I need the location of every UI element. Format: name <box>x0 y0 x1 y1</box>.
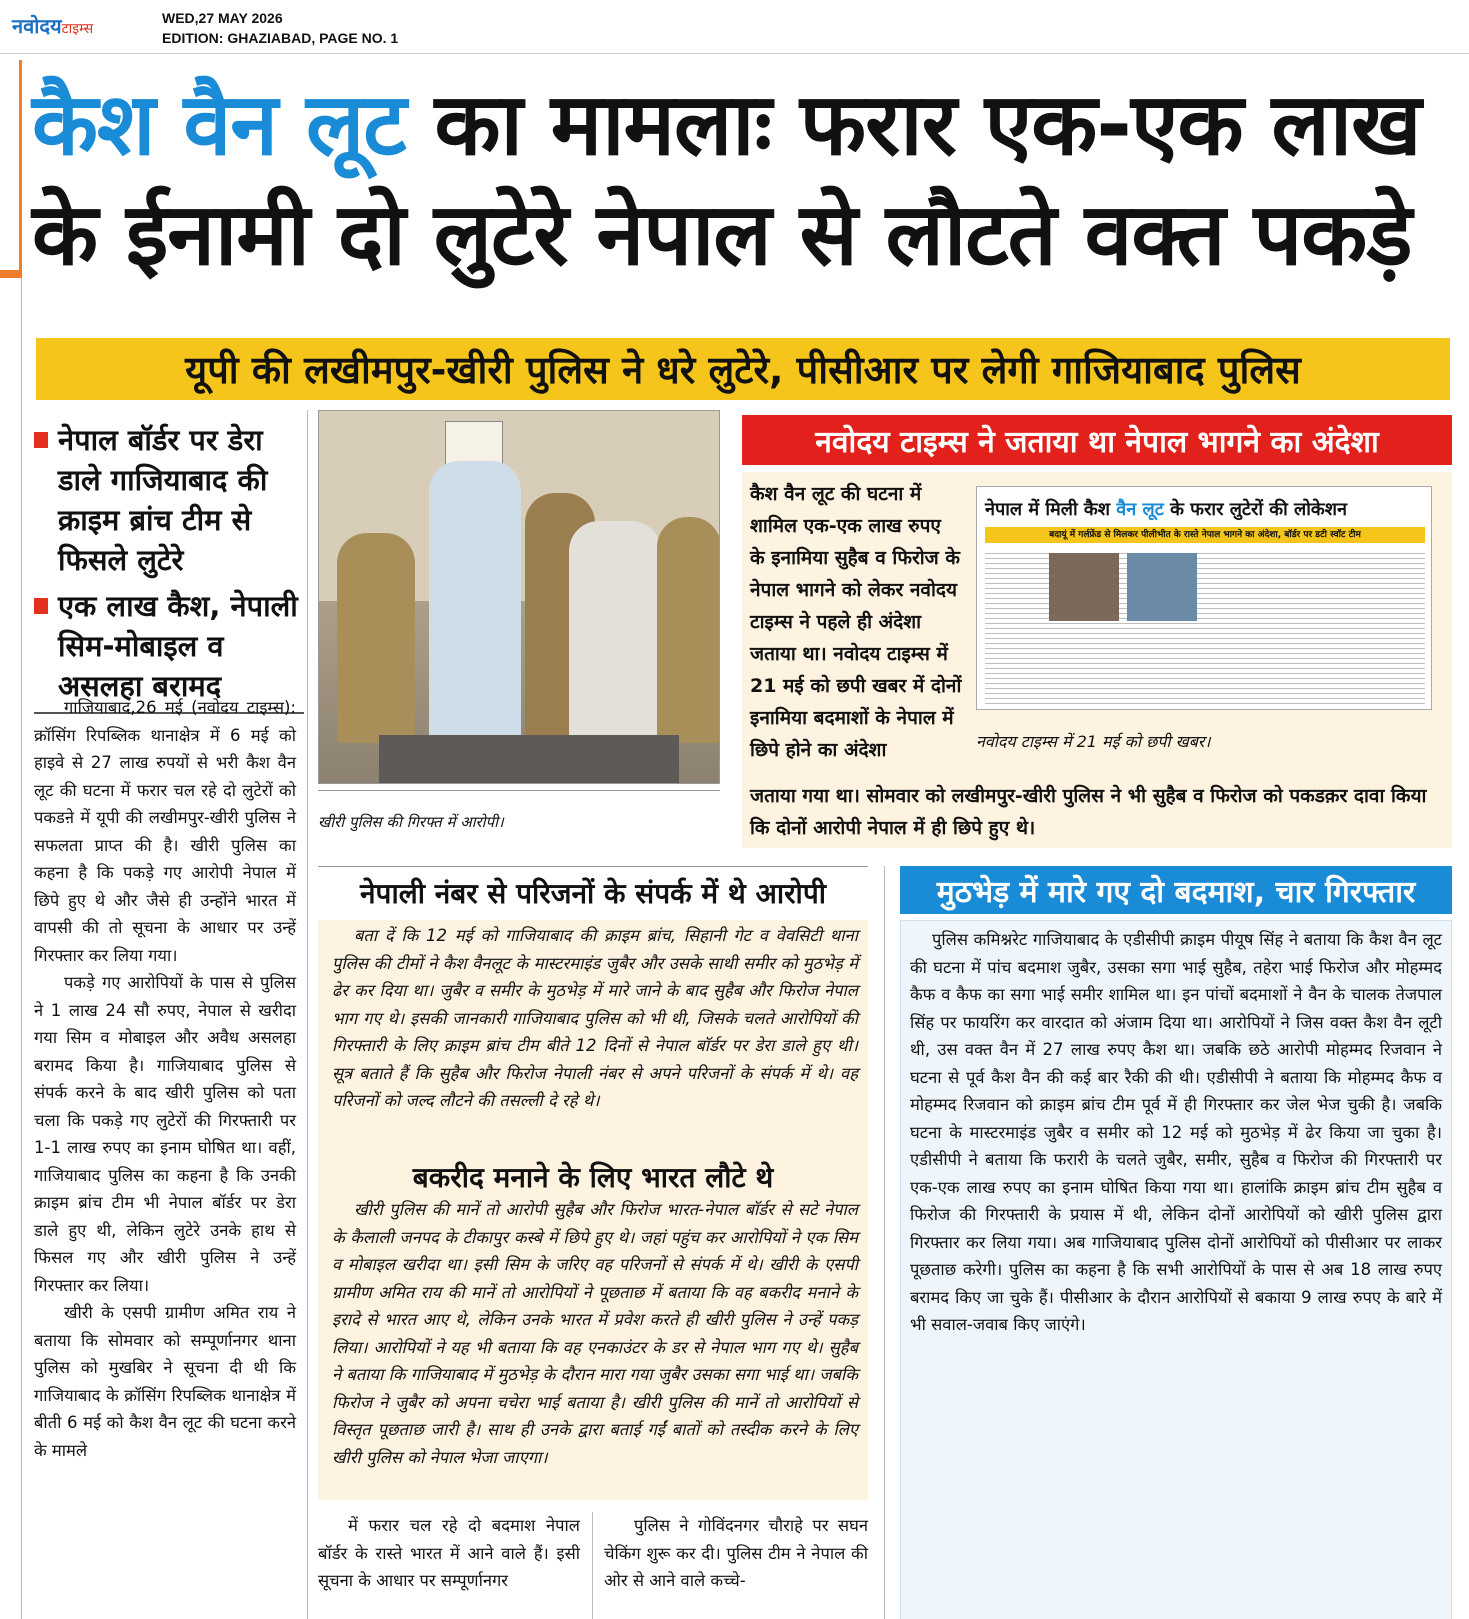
edge-accent <box>0 60 22 275</box>
bullet-item <box>34 586 304 706</box>
column-divider <box>307 410 308 1619</box>
sidebar-red-title: नवोदय टाइम्स ने जताया था नेपाल भागने का अंदेशा <box>815 424 1379 460</box>
story-continuation <box>318 1512 580 1595</box>
newspaper-logo[interactable] <box>12 12 93 39</box>
edition-date: WED,27 MAY 2026 <box>162 10 283 26</box>
bullet-points <box>34 420 304 714</box>
bullet-square-icon <box>34 598 48 614</box>
accused-figure <box>569 521 661 743</box>
column-divider <box>884 866 885 1619</box>
bullet-square-icon <box>34 432 48 448</box>
logo-main: नवोदय <box>12 14 62 38</box>
photo-table <box>379 735 679 783</box>
clip-title-b: वैन लूट <box>1116 499 1164 520</box>
headline-line1 <box>32 70 1452 180</box>
edition-page: EDITION: GHAZIABAD, PAGE NO. 1 <box>162 30 399 46</box>
blue-box-body <box>910 926 1442 1339</box>
clip-photo <box>1127 553 1197 621</box>
pink-paragraph: बता दें कि 12 मई को गाजियाबाद की क्राइम ब्रांच, सिहानी गेट व वेवसिटी थाना पुलिस की टीमों ने कैश वैनलूट के मास्टरमाइंड जुबैर और उसके साथी समीर को मुठभेड़ में ढेर कर दिया था। जुबैर व समीर के मुठभेड़ में मारे जाने के बाद सुहैब और फिरोज नेपाल भाग गए थे। इसकी जानकारी गाजियाबाद पुलिस को भी थी, जिसके चलते आरोपियों की गिरफ्तारी के लिए क्राइम ब्रांच टीम बीते 12 दिनों से नेपाल बॉर्डर पर डेरा डाले हुए थी। सूत्र बताते हैं कि सुहैब और फिरोज नेपाली नंबर से अपने परिजनों के संपर्क में थे। वह परिजनों को जल्द लौटने की तसल्ली दे रहे थे। <box>332 926 858 1110</box>
headline-line2: के ईनामी दो लुटेरे नेपाल से लौटते वक्त पकड़े <box>32 185 1412 285</box>
subheadline: यूपी की लखीमपुर-खीरी पुलिस ने धरे लुटेरे, पीसीआर पर लेगी गाजियाबाद पुलिस <box>185 348 1301 392</box>
pink-box-subheading: बकरीद मनाने के लिए भारत लौटे थे <box>412 1161 774 1194</box>
blue-box-title: मुठभेड़ में मारे गए दो बदमाश, चार गिरफ्तार <box>936 874 1416 910</box>
clip-photo <box>1049 553 1119 621</box>
edition-meta <box>162 8 398 48</box>
sidebar-red-heading <box>742 415 1452 465</box>
bullet-text: नेपाल बॉर्डर पर डेरा डाले गाजियाबाद की क्राइम ब्रांच टीम से फिसले लुटेरे <box>58 423 268 577</box>
main-story-column <box>34 694 296 1464</box>
edge-accent-bar <box>0 270 22 278</box>
story-paragraph: पुलिस ने गोविंदनगर चौराहे पर सघन चेकिंग शुरू कर दी। पुलिस टीम ने नेपाल की ओर से आने वाले कच्चे- <box>604 1516 868 1590</box>
clip-title-c: के फरार लुटेरों की लोकेशन <box>1163 499 1347 520</box>
photo-divider <box>318 790 720 791</box>
pink-box-body-2 <box>332 1196 858 1471</box>
pink-box-body <box>332 922 858 1115</box>
logo-small: टाइम्स <box>61 21 94 37</box>
story-continuation <box>604 1512 868 1595</box>
blue-box-heading <box>900 866 1452 914</box>
clip-subtitle: बदायूं में गर्लफ्रेंड से मिलकर पीलीभीत के रास्ते नेपाल भागने का अंदेशा, बॉर्डर पर डटी स्वॉट टीम <box>985 527 1425 543</box>
story-paragraph: में फरार चल रहे दो बदमाश नेपाल बॉर्डर के रास्ते भारत में आने वाले हैं। इसी सूचना के आधार पर सम्पूर्णानगर <box>318 1516 580 1590</box>
page-left-edge <box>0 60 22 1619</box>
blue-paragraph: पुलिस कमिश्नरेट गाजियाबाद के एडीसीपी क्राइम पीयूष सिंह ने बताया कि कैश वैन लूट की घटना में पांच बदमाश जुबैर, उसका सगा भाई सुहैब, तहेरा भाई फिरोज और मोहम्मद कैफ व कैफ का सगा भाई समीर शामिल था। इन पांचों बदमाशों ने वैन के चालक तेजपाल सिंह पर फायरिंग कर वारदात को अंजाम दिया था। आरोपियों ने जिस वक्त कैश वैन लूटी थी, उस वक्त वैन में 27 लाख रुपए कैश था। जबकि छठे आरोपी मोहम्मद रिजवान ने घटना से पूर्व कैश वैन की कई बार रैकी की थी। एडीसीपी ने बताया कि मोहम्मद कैफ व मोहम्मद रिजवान को क्राइम ब्रांच टीम पूर्व में ही गिरफ्तार कर जेल भेज चुकी है। जबकि घटना के मास्टरमाइंड जुबैर व समीर को 12 मई को मुठभेड़ में ढेर किया जा चुका है। एडीसीपी ने बताया कि फरारी के चलते जुबैर, समीर, सुहैब व फिरोज की गिरफ्तारी पर एक-एक लाख रुपए का इनाम घोषित किया गया था। हालांकि क्राइम ब्रांच टीम सुहैब व फिरोज की गिरफ्तारी के प्रयास में थी, लेकिन दोनों आरोपियों को खीरी पुलिस द्वारा गिरफ्तार कर लिया गया। अब गाजियाबाद पुलिस दोनों आरोपियों को पीसीआर पर लाकर पूछताछ करेगी। पुलिस का कहना है कि सभी आरोपियों के पास से अब 18 लाख रुपए बरामद किए जा चुके हैं। पीसीआर के दौरान आरोपियों से बकाया 9 लाख रुपए के बारे में भी सवाल-जवाब किए जाएंगे। <box>910 930 1442 1334</box>
story-paragraph: गाजियाबाद,26 मई (नवोदय टाइम्स): क्रॉसिंग रिपब्लिक थानाक्षेत्र में 6 मई को हाइवे से 27 लाख रुपयों से भरी कैश वैन लूट की घटना में फरार चल रहे दो लुटेरों को पकडऩे में यूपी की लखीमपुर-खीरी पुलिस ने सफलता प्राप्त की है। खीरी पुलिस का कहना है कि पकड़े गए आरोपी नेपाल में छिपे हुए थे और जैसे ही उन्होंने भारत में वापसी की तो सूचना के आधार पर उन्हें गिरफ्तार कर लिया गया। <box>34 698 296 965</box>
headline-highlight: कैश वैन लूट <box>32 75 406 175</box>
newspaper-clipping[interactable] <box>976 486 1432 710</box>
clip-caption: नवोदय टाइम्स में 21 मई को छपी खबर। <box>976 732 1211 751</box>
clip-title-a: नेपाल में मिली कैश <box>985 499 1117 520</box>
headline-line1-rest: का मामलाः फरार एक-एक लाख <box>405 75 1421 175</box>
pink-box-title: नेपाली नंबर से परिजनों के संपर्क में थे आरोपी <box>360 876 826 910</box>
bullet-text: एक लाख कैश, नेपाली सिम-मोबाइल व असलहा बरामद <box>58 589 298 703</box>
photo-caption: खीरी पुलिस की गिरफ्त में आरोपी। <box>318 813 504 831</box>
story-paragraph: पकड़े गए आरोपियों के पास से पुलिस ने 1 लाख 24 सौ रुपए, नेपाल से खरीदा गया सिम व मोबाइल और अवैध असलहा बरामद किया है। गाजियाबाद पुलिस से संपर्क करने के बाद खीरी पुलिस को पता चला कि पकड़े गए लुटेरों की गिरफ्तारी पर 1-1 लाख रुपए का इनाम घोषित था। वहीं, गाजियाबाद पुलिस का कहना है कि उनकी क्राइम ब्रांच टीम भी नेपाल बॉर्डर पर डेरा डाले हुए थी, लेकिन लुटेरे उनके हाथ से फिसल गए और खीरी पुलिस ने उन्हें गिरफ्तार कर लिया। <box>34 973 296 1295</box>
pink-paragraph: खीरी पुलिस की मानें तो आरोपी सुहैब और फिरोज भारत-नेपाल बॉर्डर से सटे नेपाल के कैलाली जनपद के टीकापुर कस्बे में छिपे हुए थे। जहां पहुंच कर आरोपियों ने एक सिम व मोबाइल खरीदा था। इसी सिम के जरिए वह परिजनों से संपर्क में थे। खीरी के एसपी ग्रामीण अमित राय की मानें तो आरोपियों ने पूछताछ में बताया कि वह बकरीद मनाने के इरादे से भारत आए थे, लेकिन उनके भारत में प्रवेश करते ही खीरी पुलिस ने उन्हें पकड़ लिया। आरोपियों ने यह भी बताया कि वह एनकाउंटर के डर से नेपाल भाग गए थे। सुहैब ने बताया कि गाजियाबाद में मुठभेड़ के दौरान मारा गया जुबैर उसका सगा भाई था। जबकि फिरोज ने जुबैर को अपना चचेरा भाई बताया है। खीरी पुलिस की मानें तो आरोपियों से विस्तृत पूछताछ जारी है। साथ ही उनके द्वारा बताई गईं बातों को तस्दीक करने के लिए खीरी पुलिस को नेपाल भेजा जाएगा। <box>332 1200 858 1467</box>
accused-figure <box>429 461 521 743</box>
story-paragraph: खीरी के एसपी ग्रामीण अमित राय ने बताया कि सोमवार को सम्पूर्णानगर थाना पुलिस को मुखबिर ने सूचना दी थी कि गाजियाबाद के क्रॉसिंग रिपब्लिक थानाक्षेत्र में बीती 6 मई को कैश वैन लूट की घटना करने के मामले <box>34 1303 296 1460</box>
pink-box-heading <box>318 866 868 918</box>
subheadline-bar <box>36 338 1450 400</box>
police-figure <box>657 517 720 743</box>
police-figure <box>337 533 415 743</box>
sidebar-text-top: कैश वैन लूट की घटना में शामिल एक-एक लाख रुपए के इनामिया सुहैब व फिरोज के नेपाल भागने को लेकर नवोदय टाइम्स ने पहले ही अंदेशा जताया था। नवोदय टाइम्स में 21 मई को छपी खबर में दोनों इनामिया बदमाशों के नेपाल में छिपे होने का अंदेशा <box>750 483 962 761</box>
bullet-item <box>34 420 304 580</box>
clip-title <box>985 497 1425 521</box>
main-headline <box>32 70 1452 290</box>
column-divider <box>592 1512 593 1619</box>
accused-photo[interactable] <box>318 410 720 784</box>
sidebar-text-bottom: जताया गया था। सोमवार को लखीमपुर-खीरी पुलिस ने भी सुहैब व फिरोज को पकडक़र दावा किया कि दोनों आरोपी नेपाल में ही छिपे हुए थे। <box>750 785 1427 839</box>
masthead-bar <box>0 0 1469 54</box>
